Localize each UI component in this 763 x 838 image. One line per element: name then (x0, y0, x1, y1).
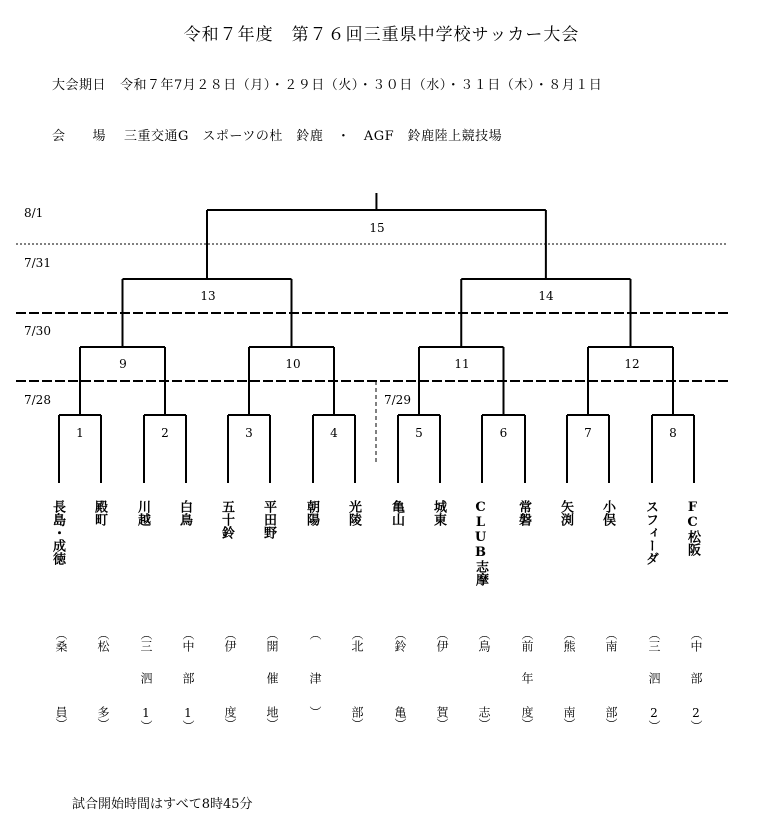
team-district: 津 (308, 672, 322, 684)
team-name: 殿町 (92, 500, 107, 526)
team-district: （鈴 (393, 628, 407, 652)
team-district: 地） (265, 706, 279, 730)
team-district: 2） (689, 706, 703, 732)
team-name: 白鳥 (177, 500, 192, 526)
team-district: 1） (181, 706, 195, 732)
match-number-r1: 4 (330, 426, 338, 440)
team-name: 亀山 (389, 500, 404, 526)
match-number-r1: 3 (245, 426, 253, 440)
team-district: 部 (181, 672, 195, 684)
team-district: （北 (350, 628, 364, 652)
team-district: ） (308, 706, 322, 718)
team-district: 部 (689, 672, 703, 684)
team-district: 南） (562, 706, 576, 730)
team-district: （桑 (54, 628, 68, 652)
team-district: 志） (477, 706, 491, 730)
team-district: （開 (265, 628, 279, 652)
date-label: 8/1 (24, 206, 44, 220)
match-number-r1: 1 (76, 426, 84, 440)
team-name: スフィーダ (643, 500, 658, 565)
team-district: （前 (520, 628, 534, 652)
team-name: 長島・成徳 (50, 500, 65, 565)
team-name: 矢渕 (558, 500, 573, 526)
team-district: （三 (647, 628, 661, 652)
date-label: 7/31 (24, 256, 51, 270)
match-number-qf: 9 (119, 357, 127, 371)
team-district: 泗 (647, 672, 661, 684)
team-district: 多） (96, 706, 110, 730)
date-label: 7/29 (384, 393, 411, 407)
team-district: 2） (647, 706, 661, 732)
team-district: （熊 (562, 628, 576, 652)
team-district: 部） (604, 706, 618, 730)
date-label: 7/28 (24, 393, 51, 407)
match-number-r1: 2 (161, 426, 169, 440)
team-name: CLUB志摩 (473, 500, 488, 586)
team-name: FC松阪 (685, 500, 700, 556)
team-district: （中 (689, 628, 703, 652)
match-number-sf: 14 (538, 289, 554, 303)
team-district: 泗 (139, 672, 153, 684)
team-name: 朝陽 (304, 500, 319, 526)
team-district: 部） (350, 706, 364, 730)
team-name: 平田野 (261, 500, 276, 539)
team-district: 度） (520, 706, 534, 730)
venue-label: 会 場 (52, 129, 107, 144)
match-number-qf: 11 (454, 357, 470, 371)
match-number-r1: 8 (669, 426, 677, 440)
team-district: 度） (223, 706, 237, 730)
period-label: 大会期日 (52, 78, 107, 93)
date-label: 7/30 (24, 324, 51, 338)
team-district: 1） (139, 706, 153, 732)
team-district: （松 (96, 628, 110, 652)
match-number-sf: 13 (200, 289, 216, 303)
team-name: 川越 (135, 500, 150, 526)
match-number-qf: 12 (624, 357, 640, 371)
team-name: 小俣 (600, 500, 615, 526)
team-name: 城東 (431, 500, 446, 526)
team-name: 五十鈴 (219, 500, 234, 539)
match-number-qf: 10 (285, 357, 301, 371)
period-value: 令和７年7月２８日（月）・２９日（火）・３０日（水）・３１日（木）・８月１日 (120, 78, 603, 93)
team-district: （ (308, 628, 322, 640)
page-title: 令和７年度 第７６回三重県中学校サッカー大会 (183, 25, 580, 45)
team-district: （伊 (223, 628, 237, 652)
start-time-note: 試合開始時間はすべて8時45分 (72, 797, 253, 812)
match-number-r1: 5 (415, 426, 423, 440)
team-district: （中 (181, 628, 195, 652)
match-number-final: 15 (369, 221, 385, 235)
match-number-r1: 6 (499, 426, 508, 440)
team-district: 催 (265, 672, 279, 684)
match-number-r1: 7 (584, 426, 592, 440)
team-name: 光陵 (346, 500, 361, 526)
team-district: 賀） (435, 706, 449, 730)
team-district: 員） (54, 706, 68, 730)
team-district: 亀） (393, 706, 407, 730)
team-district: （伊 (435, 628, 449, 652)
team-district: 年 (520, 672, 534, 684)
team-district: （鳥 (477, 628, 491, 652)
team-district: （南 (604, 628, 618, 652)
team-name: 常磐 (516, 500, 531, 526)
team-district: （三 (139, 628, 153, 652)
venue-value: 三重交通G スポーツの杜 鈴鹿 ・ AGF 鈴鹿陸上競技場 (124, 129, 503, 144)
